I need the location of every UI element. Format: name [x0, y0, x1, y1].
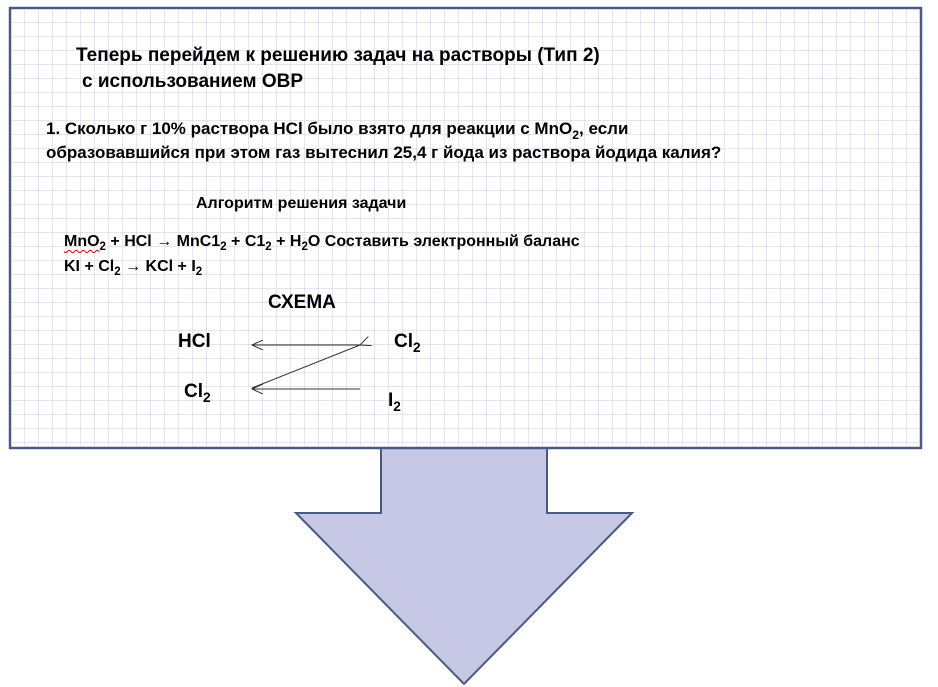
scheme-hcl-label: HCl: [178, 331, 211, 352]
equation2-part2: → KCl + I: [120, 258, 196, 275]
equation-line2: [64, 258, 203, 279]
problem-line1: [46, 119, 629, 142]
equation-line1: [64, 233, 580, 254]
equation1-mno2: MnO$_2$: [64, 233, 106, 254]
equation1-part3: + H: [271, 233, 302, 250]
scheme-title: СХЕМА: [268, 292, 336, 313]
equation2-i2-subscript: 2: [195, 266, 203, 279]
down-arrow-shape: [296, 440, 632, 684]
equation1-part1: + HCl → MnC1: [105, 233, 221, 250]
algorithm-heading: Алгоритм решения задачи: [196, 195, 407, 212]
equation1-mncl2-subscript: 2: [220, 241, 227, 254]
problem-line2: образовавшийся при этом газ вытеснил 25,4 г йода из раствора йодида калия?: [46, 143, 722, 162]
equation2-cl2-subscript: 2: [114, 266, 121, 279]
equation1-part2: + C1: [226, 233, 266, 250]
slide-title-line1: Теперь перейдем к решению задач на растворы (Тип 2): [76, 45, 600, 66]
problem-line1-text: 1. Сколько г 10% раствора HCl было взято для реакции с MnO: [46, 119, 573, 138]
equation1-part4: O Составить электронный баланс: [307, 233, 580, 250]
equation1-h2-subscript: 2: [301, 241, 308, 254]
equation1-cl2-subscript: 2: [265, 241, 272, 254]
problem-line1-end: , если: [579, 119, 629, 138]
slide-title-line2: с использованием ОВР: [82, 71, 304, 92]
equation2-part1: KI + Cl: [64, 258, 115, 275]
problem-mno2-subscript: 2: [572, 127, 580, 142]
scheme-cl2-left-label: $Cl_2$: [184, 381, 211, 406]
scheme-i2-label: $I_2$: [388, 390, 401, 415]
scheme-cl2-top-label: $Cl_2$: [394, 331, 421, 356]
